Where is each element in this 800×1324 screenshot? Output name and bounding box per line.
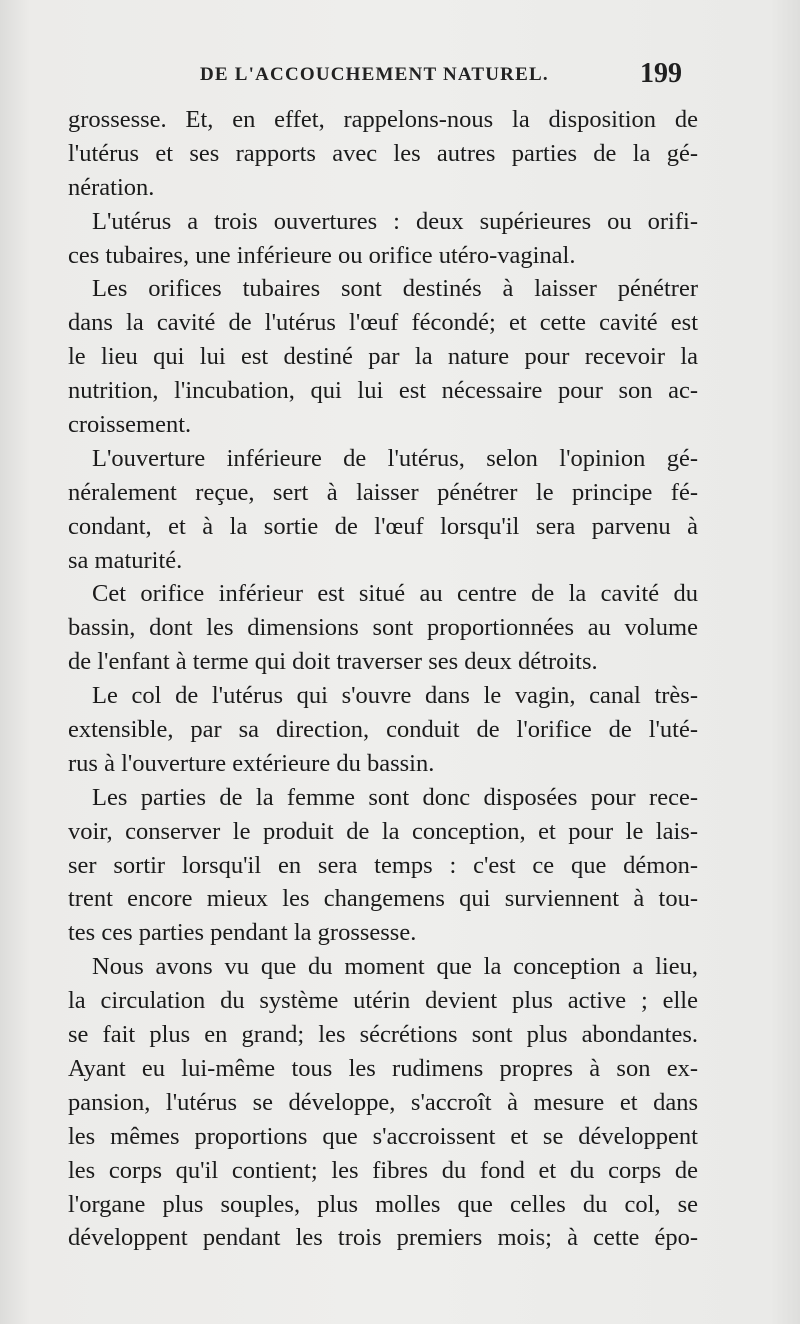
paragraph <box>68 577 698 679</box>
text-line: les corps qu'il contient; les fibres du fond et du corps de <box>68 1156 698 1184</box>
text-line: Ayant eu lui-même tous les rudimens propres à son ex- <box>68 1054 698 1082</box>
paragraph <box>68 272 698 441</box>
paragraph <box>68 781 698 950</box>
text-line: dans la cavité de l'utérus l'œuf fécondé; et cette cavité est <box>68 309 698 337</box>
body-text <box>68 103 698 1255</box>
running-head: DE L'ACCOUCHEMENT NATUREL. <box>200 64 549 85</box>
paragraph <box>68 950 698 1255</box>
text-line: L'ouverture inférieure de l'utérus, selon l'opinion gé- <box>92 444 698 472</box>
text-line: néralement reçue, sert à laisser pénétrer le principe fé- <box>68 478 698 506</box>
text-line: condant, et à la sortie de l'œuf lorsqu'il sera parvenu à <box>68 512 698 540</box>
text-line: l'organe plus souples, plus molles que celles du col, se <box>68 1190 698 1218</box>
text-line: trent encore mieux les changemens qui surviennent à tou- <box>68 885 698 913</box>
text-line: ser sortir lorsqu'il en sera temps : c'est ce que démon- <box>68 851 698 879</box>
text-line: Les orifices tubaires sont destinés à laisser pénétrer <box>92 275 698 303</box>
paragraph <box>68 442 698 578</box>
text-line: Le col de l'utérus qui s'ouvre dans le vagin, canal très- <box>92 682 698 710</box>
text-line: développent pendant les trois premiers mois; à cette épo- <box>68 1224 698 1252</box>
text-line: L'utérus a trois ouvertures : deux supérieures ou orifi- <box>92 207 698 235</box>
page-header <box>200 58 692 98</box>
text-line: tes ces parties pendant la grossesse. <box>68 919 417 947</box>
paragraph <box>68 679 698 781</box>
text-line: rus à l'ouverture extérieure du bassin. <box>68 749 435 777</box>
paragraph <box>68 103 698 205</box>
text-line: pansion, l'utérus se développe, s'accroît à mesure et dans <box>68 1088 698 1116</box>
text-line: voir, conserver le produit de la conception, et pour le lais- <box>68 817 698 845</box>
text-line: ces tubaires, une inférieure ou orifice utéro-vaginal. <box>68 241 576 269</box>
text-line: grossesse. Et, en effet, rappelons-nous la disposition de <box>68 106 698 133</box>
text-line: bassin, dont les dimensions sont proportionnées au volume <box>68 614 698 642</box>
text-line: se fait plus en grand; les sécrétions sont plus abondantes. <box>68 1021 698 1049</box>
text-line: de l'enfant à terme qui doit traverser ses deux détroits. <box>68 648 598 676</box>
text-line: Nous avons vu que du moment que la conception a lieu, <box>92 953 698 981</box>
page-number: 199 <box>640 58 682 89</box>
text-line: les mêmes proportions que s'accroissent et se développent <box>68 1122 698 1150</box>
paragraph <box>68 205 698 273</box>
text-line: extensible, par sa direction, conduit de l'orifice de l'uté- <box>68 716 698 744</box>
text-line: le lieu qui lui est destiné par la nature pour recevoir la <box>68 343 698 371</box>
text-line: nération. <box>68 173 155 201</box>
text-line: Les parties de la femme sont donc disposées pour rece- <box>92 783 698 811</box>
text-line: croissement. <box>68 411 192 439</box>
text-line: Cet orifice inférieur est situé au centre de la cavité du <box>92 580 698 608</box>
text-line: la circulation du système utérin devient plus active ; elle <box>68 987 698 1015</box>
text-line: nutrition, l'incubation, qui lui est nécessaire pour son ac- <box>68 377 698 405</box>
text-line: l'utérus et ses rapports avec les autres parties de la gé- <box>68 139 698 167</box>
text-line: sa maturité. <box>68 546 183 574</box>
